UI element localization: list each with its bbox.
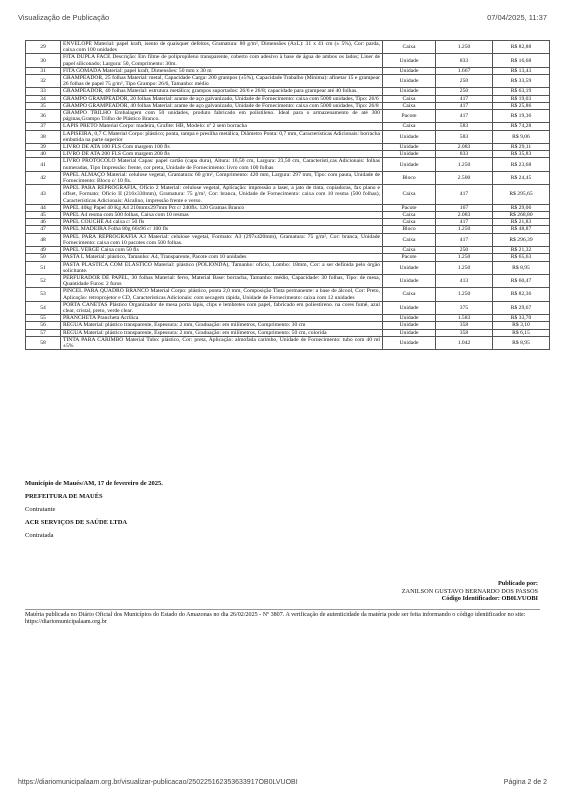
item-number: 44 <box>26 204 61 211</box>
published-by-block <box>402 580 538 603</box>
item-price: R$ 33,70 <box>493 315 550 322</box>
table-row <box>26 41 550 54</box>
item-quantity: 1.250 <box>436 261 493 274</box>
table-row <box>26 151 550 158</box>
item-price: R$ 63,19 <box>493 88 550 95</box>
table-row <box>26 226 550 233</box>
item-number: 37 <box>26 123 61 130</box>
item-description: RÉGUA Material: plástico transparente, Espessura: 2 mm, Graduação: em milímetros, Comprimento: 50 cm, colorida <box>61 329 383 336</box>
table-row <box>26 110 550 123</box>
item-price: R$ 8,95 <box>493 336 550 349</box>
item-unit: Unidade <box>383 261 436 274</box>
item-price: R$ 268,80 <box>493 212 550 219</box>
item-description: PAPEL PARA REPROGRAFIA A3 Material: celulose vegetal, Formato: A3 (297x420mm), Gramatura: 75 g/m², Cor: branca, Unidade Fornecimento: caixa com 10 pacotes com 500 folhas. <box>61 233 383 246</box>
item-description: ENVELOPE Material: papel kraft, isento de quaisquer defeitos, Gramatura: 80 g/m², Dimensões (AxL): 31 x 41 cm (± 5%), Cor: parda, caixa com 100 unidades <box>61 41 383 54</box>
item-quantity: 583 <box>436 130 493 143</box>
item-unit: Unidade <box>383 322 436 329</box>
table-row <box>26 185 550 205</box>
code-value: OB0LVUOBI <box>501 595 538 602</box>
item-unit: Caixa <box>383 212 436 219</box>
item-quantity: 417 <box>436 219 493 226</box>
table-row <box>26 130 550 143</box>
item-unit: Pacote <box>383 204 436 211</box>
divider <box>25 609 540 610</box>
contracting-name: PREFEITURA DE MAUÉS <box>25 493 103 500</box>
item-quantity: 583 <box>436 123 493 130</box>
item-unit: Unidade <box>383 75 436 88</box>
item-quantity: 1.667 <box>436 67 493 74</box>
item-price: R$ 82,36 <box>493 288 550 301</box>
table-row <box>26 95 550 102</box>
item-number: 30 <box>26 54 61 67</box>
item-quantity: 1.250 <box>436 41 493 54</box>
item-number: 51 <box>26 261 61 274</box>
item-unit: Unidade <box>383 151 436 158</box>
table-row <box>26 315 550 322</box>
table-row <box>26 336 550 349</box>
item-description: LIVRO DE ATA 100 FLS Com margem 100 fls <box>61 144 383 151</box>
item-quantity: 1.250 <box>436 226 493 233</box>
item-description: PASTA L Material: plástico, Tamanho: A4, Transparente, Pacote com 10 unidades <box>61 254 383 261</box>
item-number: 40 <box>26 151 61 158</box>
publication-note: Matéria publicada no Diário Oficial dos Municípios do Estado do Amazonas no dia 26/02/2025 - Nº 3807. A verificação de autenticidade da matéria pode ser feita informando o código identificador no site: https://diariomunicipalaam.org.br <box>25 612 526 626</box>
item-number: 54 <box>26 301 61 314</box>
item-unit: Caixa <box>383 233 436 246</box>
item-description: LAPISEIRA, 0,7 C Material Corpo: plástico; ponta, tampa e presilha metálica, Diâmetro Ponta: 0,7 mm, Características Adicionais: borracha embutida na parte superior <box>61 130 383 143</box>
item-unit: Unidade <box>383 274 436 287</box>
table-row <box>26 301 550 314</box>
item-number: 33 <box>26 88 61 95</box>
item-number: 48 <box>26 233 61 246</box>
item-price: R$ 29,06 <box>493 204 550 211</box>
item-number: 56 <box>26 322 61 329</box>
table-row <box>26 233 550 246</box>
item-quantity: 417 <box>436 102 493 109</box>
item-price: R$ 3,10 <box>493 322 550 329</box>
item-unit: Caixa <box>383 185 436 205</box>
contracted-name: ACR SERVIÇOS DE SAÚDE LTDA <box>25 519 128 526</box>
header-title: Visualização de Publicação <box>18 13 110 22</box>
item-description: PERFURADOR DE PAPEL, 30 folhas Material: ferro, Material Base: borracha, Tamanho: médio, Capacidade: 30 folhas, Tipo: de mesa, Quantidade Furos: 2 furos <box>61 274 383 287</box>
table-row <box>26 102 550 109</box>
item-number: 45 <box>26 212 61 219</box>
table-row <box>26 219 550 226</box>
item-unit: Caixa <box>383 247 436 254</box>
item-number: 53 <box>26 288 61 301</box>
table-row <box>26 329 550 336</box>
item-quantity: 1.250 <box>436 158 493 171</box>
item-number: 31 <box>26 67 61 74</box>
item-price: R$ 16,68 <box>493 54 550 67</box>
item-price: R$ 60,47 <box>493 274 550 287</box>
item-price: R$ 29,67 <box>493 301 550 314</box>
item-price: R$ 65,63 <box>493 254 550 261</box>
item-unit: Unidade <box>383 88 436 95</box>
item-description: GRAMPO GRAMPEADOR, 20 folhas Material: arame de aço galvanizado, Unidade de Fornecimento: caixa com 5000 unidades, Tipo: 26/6 <box>61 95 383 102</box>
item-quantity: 1.250 <box>436 288 493 301</box>
item-unit: Unidade <box>383 67 436 74</box>
item-quantity: 2.500 <box>436 171 493 184</box>
item-quantity: 417 <box>436 233 493 246</box>
table-row <box>26 75 550 88</box>
item-price: R$ 23,68 <box>493 158 550 171</box>
item-price: R$ 19,36 <box>493 110 550 123</box>
item-unit: Caixa <box>383 41 436 54</box>
item-unit: Bloco <box>383 226 436 233</box>
item-quantity: 833 <box>436 151 493 158</box>
item-quantity: 417 <box>436 110 493 123</box>
item-quantity: 417 <box>436 185 493 205</box>
item-price: R$ 9,06 <box>493 130 550 143</box>
published-label: Publicado por: <box>497 580 538 587</box>
item-price: R$ 25,86 <box>493 102 550 109</box>
item-price: R$ 296,39 <box>493 233 550 246</box>
item-price: R$ 74,28 <box>493 123 550 130</box>
item-description: GRAMPEADOR, 40 folhas Material: estrutura metálica; grampos suportados: 26/6 e 26/8; capacidade para grampear até 40 folhas. <box>61 88 383 95</box>
item-description: LIVRO DE ATA 200 FLS Com margem 200 fls <box>61 151 383 158</box>
table-row <box>26 274 550 287</box>
item-number: 57 <box>26 329 61 336</box>
item-unit: Bloco <box>383 171 436 184</box>
item-description: PAPEL A4 resma com 500 folhas, Caixa com 10 resmas <box>61 212 383 219</box>
place-date: Município de Maués/AM, 17 de fevereiro de 2025. <box>25 480 163 487</box>
item-price: R$ 21,32 <box>493 247 550 254</box>
item-description: GRAMPO TRILHO Embalagem com 50 unidades, produto fabricado em polistileno. Ideal para o armazenamento de até 300 páginas,Grampo Trilho de Plástico Branco. <box>61 110 383 123</box>
item-quantity: 833 <box>436 54 493 67</box>
item-price: R$ 295,65 <box>493 185 550 205</box>
item-number: 38 <box>26 130 61 143</box>
item-description: PAPEL MADEIRA Folha 80g 66x96 c/ 100 fls <box>61 226 383 233</box>
item-number: 39 <box>26 144 61 151</box>
item-unit: Unidade <box>383 329 436 336</box>
table-row <box>26 144 550 151</box>
table-row <box>26 254 550 261</box>
item-description: PAPEL 40kg Papel 40 Kg A4 210mmx297mm Pct c/ 240fls. 120 Gramas Branco <box>61 204 383 211</box>
contracting-role: Contratante <box>25 506 56 513</box>
table-row <box>26 212 550 219</box>
item-description: PINCEL PARA QUADRO BRANCO Material Corpo: plástico, ponta 2,0 mm, Composição Tinta permanente: a base de álcool, Cor: Preto, Aplicação: retroprojetor e CD, Características Adicionais: com secagem rápida, Unidade de Fornecimento: caixa com 12 unidades <box>61 288 383 301</box>
item-unit: Caixa <box>383 95 436 102</box>
item-number: 42 <box>26 171 61 184</box>
item-price: R$ 13,43 <box>493 67 550 74</box>
item-number: 41 <box>26 158 61 171</box>
item-price: R$ 24,45 <box>493 171 550 184</box>
table-row <box>26 88 550 95</box>
item-description: RÉGUA Material: plástico transparente, Espessura: 2 mm, Graduação: em milímetros, Comprimento: 30 cm <box>61 322 383 329</box>
item-unit: Unidade <box>383 315 436 322</box>
item-description: PAPEL PARA REPROGRAFIA, Ofício 2 Material: celulose vegetal, Aplicação: impressão a laser, a jato de tinta, copiadoras, fax plano e offset, Formato: Ofício II (216x330mm), Gramatura: 75 g/m², Cor: branca, Unidade de Fornecimento: caixa com 10 resma (500 folhas), Características Adicionais: Alcalino, impressão frente e verso. <box>61 185 383 205</box>
item-quantity: 250 <box>436 88 493 95</box>
table-row <box>26 322 550 329</box>
item-price: R$ 82,88 <box>493 41 550 54</box>
item-unit: Pacote <box>383 110 436 123</box>
table-row <box>26 261 550 274</box>
item-unit: Unidade <box>383 158 436 171</box>
item-unit: Unidade <box>383 301 436 314</box>
item-number: 52 <box>26 274 61 287</box>
item-quantity: 1.583 <box>436 315 493 322</box>
item-unit: Pacote <box>383 254 436 261</box>
item-quantity: 167 <box>436 204 493 211</box>
item-quantity: 1.250 <box>436 254 493 261</box>
item-number: 32 <box>26 75 61 88</box>
item-description: PAPEL ALMAÇO Material: celulose vegetal, Gramatura: 60 g/m², Comprimento: 420 mm, Largura: 297 mm, Tipo: com pauta, Unidade de Fornecimento: Bloco c/ 10 fls. <box>61 171 383 184</box>
item-number: 50 <box>26 254 61 261</box>
item-unit: Unidade <box>383 336 436 349</box>
item-quantity: 417 <box>436 95 493 102</box>
item-description: LÁPIS PRETO Material Corpo: madeira, Grafite: HB, Modelo: nº 2 sem borracha <box>61 123 383 130</box>
item-unit: Caixa <box>383 123 436 130</box>
item-quantity: 358 <box>436 329 493 336</box>
item-quantity: 358 <box>436 322 493 329</box>
table-row <box>26 123 550 130</box>
item-price: R$ 8,95 <box>493 261 550 274</box>
item-number: 35 <box>26 102 61 109</box>
item-quantity: 250 <box>436 75 493 88</box>
table-row <box>26 158 550 171</box>
item-number: 46 <box>26 219 61 226</box>
item-description: PAPEL VERGÊ Caixa com 50 fls <box>61 247 383 254</box>
publisher-name: ZANILSON GUSTAVO BERNARDO DOS PASSOS <box>401 587 538 595</box>
signature-block <box>25 480 163 545</box>
item-unit: Caixa <box>383 288 436 301</box>
item-number: 49 <box>26 247 61 254</box>
item-description: GRAMPO GRAMPEADOR, 40 folhas Material: arame de aço galvanizado, Unidade de Fornecimento: caixa com 5000 unidades, Tipo: 26/8 <box>61 102 383 109</box>
item-price: R$ 29,11 <box>493 144 550 151</box>
item-price: R$ 48,87 <box>493 226 550 233</box>
table-row <box>26 247 550 254</box>
header-datetime: 07/04/2025, 11:37 <box>487 13 547 22</box>
item-quantity: 250 <box>436 247 493 254</box>
item-number: 47 <box>26 226 61 233</box>
item-description: PORTA CANETAS Plástico Organizador de mesa porta lápis, clips e lembretes com papel, fabricado em poliestireno. na cores fumê, azul clear, cristal, preto, verde clear. <box>61 301 383 314</box>
item-unit: Unidade <box>383 130 436 143</box>
item-description: GRAMPEADOR, 25 folhas Material: metal, Capacidade Carga: 200 grampos (±5%), Capacidade Trabalho (Mínima): afinetar 15 e grampear 26 folhas de papel 75 g/m², Tipo Grampo: 26/6, Tamanho: médio <box>61 75 383 88</box>
item-quantity: 1.042 <box>436 336 493 349</box>
footer-page-number: Página 2 de 2 <box>503 779 547 786</box>
item-price: R$ 33,59 <box>493 75 550 88</box>
item-description: TINTA PARA CARIMBO Material Tubo: plástico, Cor: preta, Aplicação: almofada carimbo, Unidade de Fornecimento: tubo com 40 ml ±5% <box>61 336 383 349</box>
item-quantity: 413 <box>436 274 493 287</box>
code-line <box>402 595 538 603</box>
item-unit: Caixa <box>383 219 436 226</box>
item-number: 29 <box>26 41 61 54</box>
code-label: Código Identificador: <box>441 595 500 602</box>
item-price: R$ 35,83 <box>493 151 550 158</box>
contracted-role: Contratada <box>25 532 54 539</box>
item-unit: Unidade <box>383 54 436 67</box>
item-quantity: 375 <box>436 301 493 314</box>
table-row <box>26 288 550 301</box>
item-unit: Unidade <box>383 144 436 151</box>
item-number: 36 <box>26 110 61 123</box>
table-row <box>26 54 550 67</box>
table-row <box>26 171 550 184</box>
item-unit: Caixa <box>383 102 436 109</box>
item-number: 58 <box>26 336 61 349</box>
table-row <box>26 67 550 74</box>
item-description: FITA DUPLA FACE Descrição: Em filme de polipropileno transparente, coberto com adesivo à base de água de ambos os lados; Liner de papel siliconado; Largura: 50, Comprimento: 30m. <box>61 54 383 67</box>
item-description: PAPEL COUCHÊ A4 caixa c/ 50 fls <box>61 219 383 226</box>
item-price: R$ 21,83 <box>493 219 550 226</box>
items-table <box>25 40 550 350</box>
item-description: PRANCHETA Prancheta Acrílica <box>61 315 383 322</box>
footer-url[interactable]: https://diariomunicipalaam.org.br/visualizar-publicacao/250225162353633917OB0LVUOBI <box>18 779 298 786</box>
item-price: R$ 19,03 <box>493 95 550 102</box>
item-quantity: 2.083 <box>436 212 493 219</box>
item-quantity: 2.083 <box>436 144 493 151</box>
item-description: FITA GOMADA Material: papel kraft, Dimensões: 50 mm x 30 m <box>61 67 383 74</box>
item-number: 34 <box>26 95 61 102</box>
item-description: LIVRO PROTOCOLO Material Capas: papel cartão (capa dura), Altura: 16,50 cm, Largura: 23,50 cm, Característi,cas Adicionais: folhas numeradas, Tipo Impressão: frente, cor preta, Unidade de Fornecimento: livro com 100 folhas <box>61 158 383 171</box>
table-row <box>26 204 550 211</box>
item-price: R$ 6,15 <box>493 329 550 336</box>
item-number: 55 <box>26 315 61 322</box>
item-number: 43 <box>26 185 61 205</box>
item-description: PASTA PLÁSTICA COM ELÁSTICO Material: plástico (POLIONDA), Tamanho: ofício, Lombo: 18mm, Cor: a ser definida pelo órgão solicitante. <box>61 261 383 274</box>
